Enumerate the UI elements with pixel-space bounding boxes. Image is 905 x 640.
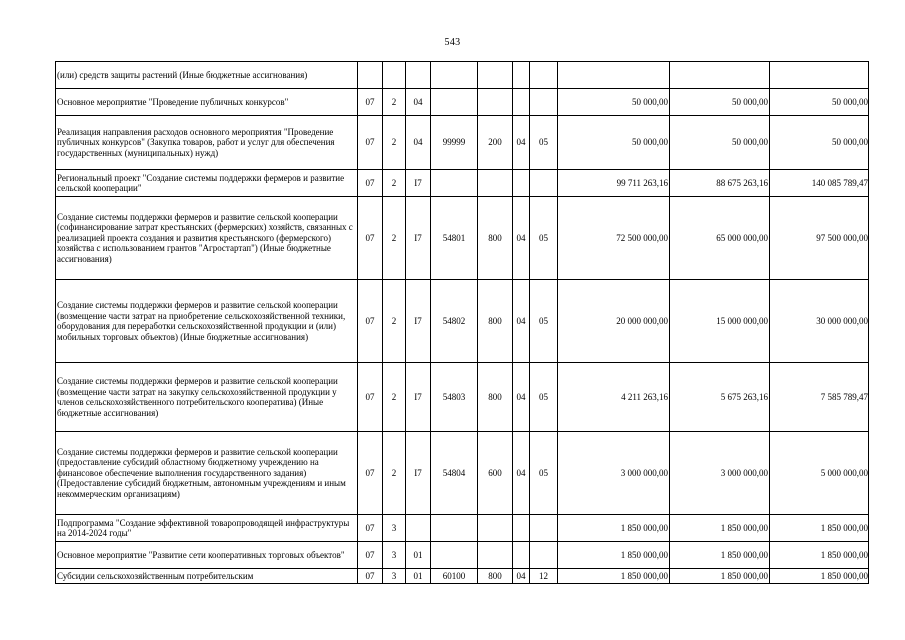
cell-sum-1: 4 211 263,16 — [558, 363, 670, 432]
cell-main-event: 01 — [406, 542, 431, 569]
cell-program: 07 — [358, 363, 383, 432]
cell-sum-1: 72 500 000,00 — [558, 197, 670, 280]
cell-subsection — [530, 62, 558, 89]
cell-expense-type: 600 — [478, 432, 513, 515]
page-number: 543 — [444, 37, 461, 48]
row-name: Создание системы поддержки фермеров и развитие сельской кооперации (предоставление субсидий областному бюджетному учреждению на финансовое обеспечение выполнения государственного задания) (Предоставление субсидий бюджетным, автономным учреждениям и иным некоммерческим организациям) — [56, 432, 358, 515]
cell-program: 07 — [358, 432, 383, 515]
table-row — [56, 280, 869, 363]
row-name: Субсидии сельскохозяйственным потребительским — [56, 569, 358, 584]
cell-subprogram: 2 — [383, 363, 406, 432]
cell-main-event: 04 — [406, 116, 431, 170]
row-name: Основное мероприятие "Проведение публичных конкурсов" — [56, 89, 358, 116]
cell-program — [358, 62, 383, 89]
cell-expense-type — [478, 515, 513, 542]
row-name: Создание системы поддержки фермеров и развитие сельской кооперации (возмещение части затрат на приобретение сельскохозяйственной техники, оборудования для переработки сельскохозяйственной продукции и (или) мобильных торговых объектов) (Иные бюджетные ассигнования) — [56, 280, 358, 363]
row-name: (или) средств защиты растений (Иные бюджетные ассигнования) — [56, 62, 358, 89]
cell-sum-1 — [558, 62, 670, 89]
cell-section: 04 — [513, 197, 530, 280]
cell-section — [513, 89, 530, 116]
cell-section — [513, 542, 530, 569]
cell-main-event: 04 — [406, 89, 431, 116]
cell-expense-type: 800 — [478, 363, 513, 432]
cell-sum-2: 65 000 000,00 — [670, 197, 770, 280]
budget-table — [55, 61, 869, 584]
cell-sum-2: 1 850 000,00 — [670, 569, 770, 584]
row-name: Подпрограмма "Создание эффективной товаропроводящей инфраструктуры на 2014-2024 годы" — [56, 515, 358, 542]
cell-main-event: I7 — [406, 197, 431, 280]
cell-subsection — [530, 542, 558, 569]
cell-sum-2: 50 000,00 — [670, 116, 770, 170]
cell-expense-type: 800 — [478, 197, 513, 280]
cell-sum-1: 1 850 000,00 — [558, 569, 670, 584]
cell-subprogram — [383, 62, 406, 89]
cell-section — [513, 62, 530, 89]
cell-expense-type — [478, 542, 513, 569]
cell-sum-1: 1 850 000,00 — [558, 515, 670, 542]
table-row — [56, 363, 869, 432]
cell-sum-3: 1 850 000,00 — [770, 542, 869, 569]
cell-program: 07 — [358, 515, 383, 542]
cell-expense-type — [478, 89, 513, 116]
cell-subsection — [530, 89, 558, 116]
cell-subprogram: 3 — [383, 542, 406, 569]
cell-sum-1: 3 000 000,00 — [558, 432, 670, 515]
cell-section: 04 — [513, 116, 530, 170]
cell-sum-3: 7 585 789,47 — [770, 363, 869, 432]
row-name: Создание системы поддержки фермеров и развитие сельской кооперации (софинансирование затрат крестьянских (фермерских) хозяйств, связанных с реализацией проекта создания и развития крестьянского (фермерского) хозяйства с использованием грантов "Агростартап") (Иные бюджетные ассигнования) — [56, 197, 358, 280]
cell-sum-3 — [770, 62, 869, 89]
cell-sum-1: 1 850 000,00 — [558, 542, 670, 569]
cell-sum-1: 50 000,00 — [558, 89, 670, 116]
cell-sum-2: 1 850 000,00 — [670, 542, 770, 569]
cell-sum-2: 88 675 263,16 — [670, 170, 770, 197]
table-row — [56, 569, 869, 584]
cell-sum-3: 50 000,00 — [770, 116, 869, 170]
cell-subprogram: 2 — [383, 89, 406, 116]
cell-direction — [431, 62, 478, 89]
cell-main-event: I7 — [406, 432, 431, 515]
cell-subprogram: 2 — [383, 432, 406, 515]
cell-sum-3: 1 850 000,00 — [770, 569, 869, 584]
table-row — [56, 62, 869, 89]
cell-sum-2: 50 000,00 — [670, 89, 770, 116]
cell-sum-3: 50 000,00 — [770, 89, 869, 116]
cell-program: 07 — [358, 170, 383, 197]
cell-subsection: 05 — [530, 116, 558, 170]
row-name: Основное мероприятие "Развитие сети кооперативных торговых объектов" — [56, 542, 358, 569]
cell-subsection — [530, 515, 558, 542]
cell-main-event: I7 — [406, 170, 431, 197]
cell-sum-2: 15 000 000,00 — [670, 280, 770, 363]
table-row — [56, 116, 869, 170]
cell-expense-type — [478, 170, 513, 197]
cell-sum-3: 97 500 000,00 — [770, 197, 869, 280]
table-row — [56, 197, 869, 280]
table-row — [56, 432, 869, 515]
table-row — [56, 515, 869, 542]
cell-sum-2: 5 675 263,16 — [670, 363, 770, 432]
cell-subsection: 05 — [530, 197, 558, 280]
table-row — [56, 170, 869, 197]
cell-direction: 54803 — [431, 363, 478, 432]
cell-subprogram: 2 — [383, 170, 406, 197]
row-name: Реализация направления расходов основного мероприятия "Проведение публичных конкурсов" (Закупка товаров, работ и услуг для обеспечения государственных (муниципальных) нужд) — [56, 116, 358, 170]
cell-sum-2: 3 000 000,00 — [670, 432, 770, 515]
cell-direction: 54801 — [431, 197, 478, 280]
cell-subsection — [530, 170, 558, 197]
row-name: Создание системы поддержки фермеров и развитие сельской кооперации (возмещение части затрат на закупку сельскохозяйственной продукции у членов сельскохозяйственного потребительского кооператива) (Иные бюджетные ассигнования) — [56, 363, 358, 432]
cell-direction: 99999 — [431, 116, 478, 170]
cell-main-event: I7 — [406, 363, 431, 432]
cell-sum-3: 1 850 000,00 — [770, 515, 869, 542]
cell-sum-1: 50 000,00 — [558, 116, 670, 170]
cell-section: 04 — [513, 569, 530, 584]
cell-sum-3: 30 000 000,00 — [770, 280, 869, 363]
cell-expense-type: 800 — [478, 569, 513, 584]
cell-sum-2 — [670, 62, 770, 89]
cell-expense-type: 200 — [478, 116, 513, 170]
cell-section — [513, 170, 530, 197]
cell-program: 07 — [358, 280, 383, 363]
cell-main-event — [406, 62, 431, 89]
cell-direction — [431, 170, 478, 197]
cell-sum-1: 99 711 263,16 — [558, 170, 670, 197]
cell-subsection: 12 — [530, 569, 558, 584]
cell-direction — [431, 89, 478, 116]
cell-program: 07 — [358, 89, 383, 116]
cell-subsection: 05 — [530, 280, 558, 363]
cell-section — [513, 515, 530, 542]
cell-sum-1: 20 000 000,00 — [558, 280, 670, 363]
cell-direction — [431, 542, 478, 569]
cell-main-event — [406, 515, 431, 542]
cell-program: 07 — [358, 569, 383, 584]
cell-direction: 60100 — [431, 569, 478, 584]
cell-section: 04 — [513, 363, 530, 432]
cell-program: 07 — [358, 116, 383, 170]
cell-subsection: 05 — [530, 432, 558, 515]
cell-direction — [431, 515, 478, 542]
cell-program: 07 — [358, 542, 383, 569]
table-row — [56, 542, 869, 569]
table-row — [56, 89, 869, 116]
cell-sum-3: 140 085 789,47 — [770, 170, 869, 197]
cell-subprogram: 3 — [383, 569, 406, 584]
cell-subprogram: 2 — [383, 280, 406, 363]
cell-subprogram: 3 — [383, 515, 406, 542]
cell-direction: 54804 — [431, 432, 478, 515]
cell-sum-3: 5 000 000,00 — [770, 432, 869, 515]
cell-expense-type — [478, 62, 513, 89]
row-name: Региональный проект "Создание системы поддержки фермеров и развитие сельской кооперации" — [56, 170, 358, 197]
cell-program: 07 — [358, 197, 383, 280]
cell-main-event: 01 — [406, 569, 431, 584]
cell-section: 04 — [513, 432, 530, 515]
cell-sum-2: 1 850 000,00 — [670, 515, 770, 542]
cell-subprogram: 2 — [383, 197, 406, 280]
cell-main-event: I7 — [406, 280, 431, 363]
cell-subprogram: 2 — [383, 116, 406, 170]
cell-section: 04 — [513, 280, 530, 363]
cell-expense-type: 800 — [478, 280, 513, 363]
cell-subsection: 05 — [530, 363, 558, 432]
cell-direction: 54802 — [431, 280, 478, 363]
